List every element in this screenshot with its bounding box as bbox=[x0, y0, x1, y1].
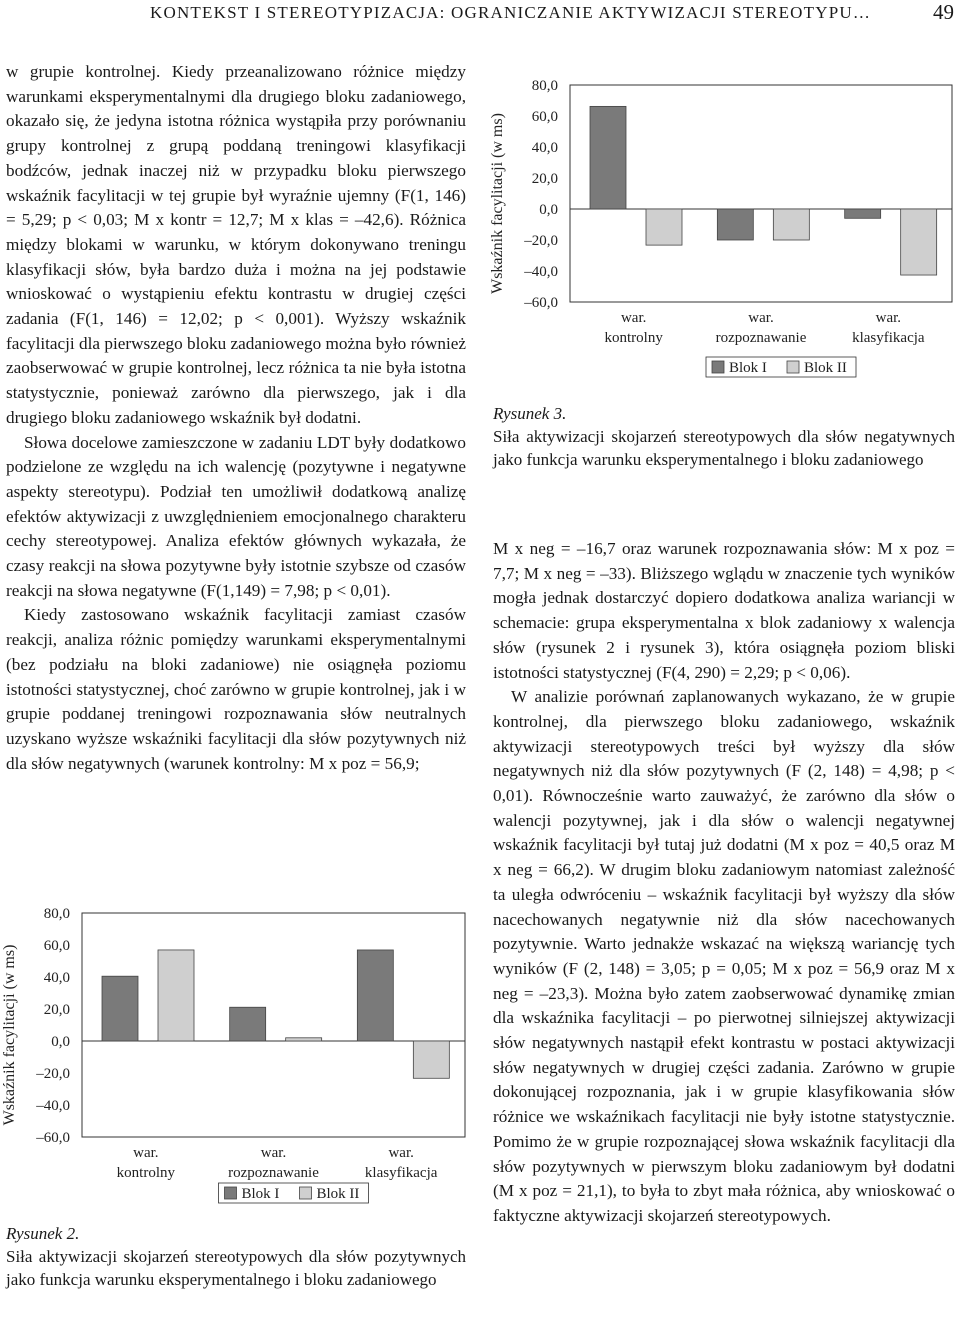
figure-3-label: Rysunek 3. bbox=[493, 404, 567, 423]
category-label: kontrolny bbox=[604, 330, 663, 346]
paragraph: Kiedy zastosowano wskaźnik facylitacji zamiast czasów reakcji, analiza różnic pomiędzy warunkami eksperymentalnymi (bez podziału na bloki zadaniowe) nie osiągnęła poziomu istotności statystycznej, choć zarówno w grupie kontrolnej, jak i w grupie poddanej treningowi rozpoznawania słów neutralnych uzyskano wyższe wskaźniki facylitacji dla słów pozytywnych niż dla słów negatywnych (warunek kontrolny: M x poz = 56,9; bbox=[6, 605, 466, 773]
figure-2-svg bbox=[0, 895, 470, 1225]
y-tick-label: –40,0 bbox=[524, 264, 558, 280]
category-label: rozpoznawanie bbox=[228, 1165, 319, 1181]
y-tick-label: 0,0 bbox=[539, 202, 558, 218]
legend-label: Blok II bbox=[316, 1186, 360, 1202]
bar bbox=[102, 976, 138, 1041]
category-label: klasyfikacja bbox=[364, 1165, 438, 1181]
legend-label: Blok I bbox=[729, 360, 767, 376]
category-label: war. bbox=[388, 1145, 414, 1161]
y-tick-label: 20,0 bbox=[43, 1002, 70, 1018]
paragraph: Słowa docelowe zamieszczone w zadaniu LDT były dodatkowo podzielone ze względu na ich walencję (pozytywne i negatywne aspekty stereotypu). Podział ten umożliwił dodatkową analizę efektów aktywizacji z uwzględnieniem emocjonalnego charakteru cechy stereotypowej. Analiza efektów głównych wykazała, że czasy reakcji na słowa pozytywne były istotnie szybsze od czasów reakcji na słowa negatywne (F(1,149) = 7,98; p < 0,01). bbox=[6, 432, 466, 600]
bar bbox=[590, 106, 626, 209]
bar bbox=[158, 950, 194, 1041]
legend-swatch bbox=[787, 361, 799, 373]
category-label: rozpoznawanie bbox=[715, 330, 807, 346]
legend-swatch bbox=[300, 1187, 312, 1199]
paragraph: w grupie kontrolnej. Kiedy przeanalizowano różnice między warunkami eksperymentalnymi dla drugiego bloku zadaniowego, okazało się, że jedyna istotna różnica wystąpiła przy porównaniu grupy kontrolnej z grupą poddaną treningowi klasyfikacji bodźców, jednak inaczej niż w przypadku bloku pierwszego wskaźnik facylitacji w tej grupie był wyraźnie ujemny (F(1, 146) = 5,29; p < 0,03; M x kontr = 12,7; M x klas = –42,6). Różnica między blokami w warunku, w którym dokonywano treningu klasyfikacji słów, była bardzo duża i można na jej podstawie wnioskować o wystąpieniu efektu kontrastu w drugiej części zadania (F(1, 146) = 12,02; p < 0,001). Wyższy wskaźnik facylitacji dla pierwszego bloku zadaniowego można było również zaobserwować w grupie kontrolnej, lecz różnica ta nie była istotna statystycznie, ponieważ zarówno dla pierwszego, jak i dla drugiego bloku zadaniowego wskaźnik był dodatni. bbox=[6, 62, 466, 427]
y-tick-label: 60,0 bbox=[531, 109, 558, 125]
y-axis-label: Wskaźnik facylitacji (w ms) bbox=[1, 944, 18, 1126]
y-tick-label: 40,0 bbox=[43, 970, 70, 986]
figure-3-chart bbox=[490, 70, 955, 390]
y-tick-label: –40,0 bbox=[36, 1098, 70, 1114]
figure-3-caption bbox=[493, 402, 955, 471]
y-tick-label: –60,0 bbox=[524, 295, 558, 311]
bar bbox=[413, 1041, 449, 1078]
legend-label: Blok I bbox=[241, 1186, 280, 1202]
y-tick-label: –60,0 bbox=[36, 1130, 70, 1146]
y-tick-label: 60,0 bbox=[43, 938, 70, 954]
figure-2-caption-text: Siła aktywizacji skojarzeń stereotypowych dla słów pozytywnych jako funkcja warunku eksperymentalnego i bloku zadaniowego bbox=[6, 1247, 466, 1289]
y-tick-label: –20,0 bbox=[524, 233, 558, 249]
bar bbox=[901, 209, 937, 275]
page-number: 49 bbox=[933, 0, 954, 24]
plot-frame bbox=[570, 85, 952, 302]
right-column bbox=[493, 537, 955, 1229]
category-label: war. bbox=[748, 310, 774, 326]
category-label: war. bbox=[875, 310, 902, 326]
y-tick-label: 80,0 bbox=[531, 78, 558, 94]
bar bbox=[286, 1038, 322, 1041]
bar bbox=[845, 209, 881, 218]
y-tick-label: 20,0 bbox=[531, 171, 558, 187]
bar bbox=[646, 209, 682, 245]
category-label: klasyfikacja bbox=[852, 330, 925, 346]
running-head: KONTEKST I STEREOTYPIZACJA: OGRANICZANIE AKTYWIZACJI STEREOTYPU… bbox=[150, 3, 872, 22]
left-column bbox=[6, 60, 466, 776]
figure-3-svg bbox=[490, 70, 955, 390]
y-axis-label: Wskaźnik facylitacji (w ms) bbox=[490, 113, 506, 294]
category-label: war. bbox=[260, 1145, 287, 1161]
bar bbox=[357, 950, 393, 1041]
legend-label: Blok II bbox=[804, 360, 847, 376]
category-label: war. bbox=[620, 310, 647, 326]
plot-frame bbox=[82, 913, 465, 1137]
bar bbox=[717, 209, 753, 240]
figure-2-chart bbox=[0, 895, 470, 1225]
category-label: war. bbox=[133, 1145, 159, 1161]
bar bbox=[773, 209, 809, 240]
legend-swatch bbox=[225, 1187, 237, 1199]
paragraph: W analizie porównań zaplanowanych wykazano, że w grupie kontrolnej, dla pierwszego bloku zadaniowego, wskaźnik aktywizacji stereotypowych treści był wyższy dla słów negatywnych niż dla słów pozytywnych (F (2, 148) = 4,98; p < 0,01). Równocześnie warto zauważyć, że zarówno dla słów o walencji pozytywnej, jak i dla słów o walencji negatywnej wskaźnik facylitacji był tutaj już dodatni (M x poz = 40,5 oraz M x neg = 66,2). W drugim bloku zadaniowym natomiast zależność ta uległa odwróceniu – wskaźnik facylitacji był wyższy dla słów nacechowanych negatywnie niż dla słów nacechowanych pozytywnie. Warto jednakże wskazać na większą wariancję tych wyników (F (2, 148) = 3,05; p = 0,05; M x poz = 56,9 oraz M x neg = –23,3). Można było zatem zaobserwować dynamikę zmian dla wskaźnika facylitacji – po pierwotnej silniejszej aktywizacji słów negatywnych nastąpił efekt kontrastu w postaci aktywizacji słów negatywnych w drugiej części zadania. Zarówno w grupie dokonującej rozpoznania, jak i w grupie klasyfikowania słów różnice we wskaźnikach facylitacji nie były istotne statystycznie. Pomimo że w grupie rozpoznającej słowa wskaźnik facylitacji dla słów pozytywnych w pierwszym bloku zadaniowym był dodatni (M x poz = 21,1), to była to zbyt mała różnica, aby wnioskować o faktyczne aktywizacji skojarzeń stereotypowych. bbox=[493, 687, 955, 1225]
bar bbox=[230, 1007, 266, 1041]
legend-swatch bbox=[712, 361, 724, 373]
y-tick-label: –20,0 bbox=[36, 1066, 70, 1082]
paragraph: M x neg = –16,7 oraz warunek rozpoznawania słów: M x poz = 7,7; M x neg = –33). Bliższego wglądu w znaczenie tych wyników mogła jednak dostarczyć dopiero dodatkowa analiza wariancji w schemacie: grupa eksperymentalna x blok zadaniowy x walencja słów (rysunek 2 i rysunek 3), która osiągnęła poziom bliski istotności statystycznej (F(4, 290) = 2,29; p < 0,06). bbox=[493, 539, 955, 682]
figure-3-caption-text: Siła aktywizacji skojarzeń stereotypowych dla słów negatywnych jako funkcja warunku eksperymentalnego i bloku zadaniowego bbox=[493, 427, 955, 469]
category-label: kontrolny bbox=[116, 1165, 176, 1181]
figure-2-caption bbox=[6, 1222, 466, 1291]
y-tick-label: 80,0 bbox=[43, 906, 70, 922]
y-tick-label: 0,0 bbox=[51, 1034, 70, 1050]
figure-2-label: Rysunek 2. bbox=[6, 1224, 80, 1243]
y-tick-label: 40,0 bbox=[531, 140, 558, 156]
page-header bbox=[0, 0, 960, 30]
